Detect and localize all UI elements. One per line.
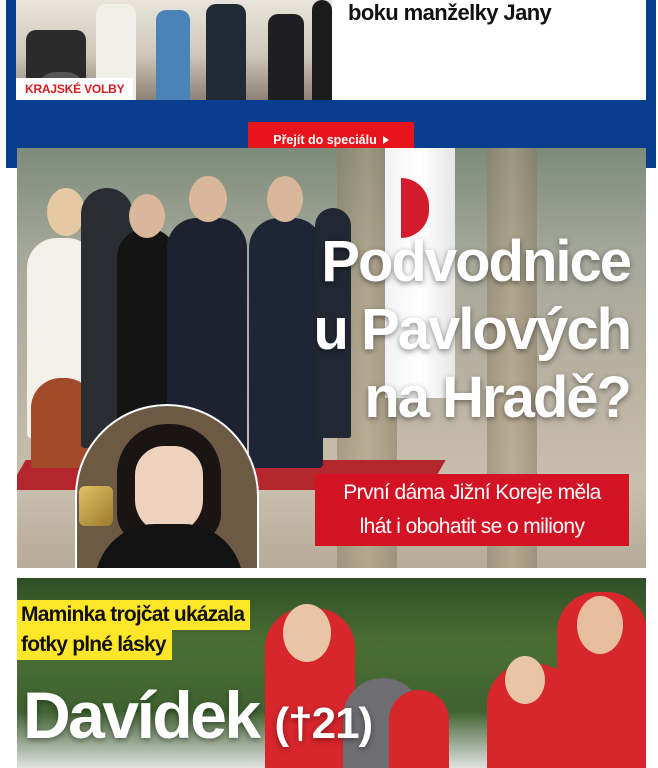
play-arrow-icon [383, 136, 389, 144]
article-tag-line-2[interactable]: fotky plné lásky [17, 630, 172, 660]
article-subtitle[interactable] [315, 474, 629, 546]
article-card-first-lady[interactable] [17, 148, 646, 568]
headline-line-3: na Hradě? [364, 365, 630, 430]
headline-line-2: u Pavlových [313, 297, 630, 362]
subtitle-line-2: lhát i obohatit se o miliony [359, 515, 585, 538]
headline-name: Davídek [23, 678, 259, 752]
article-card-triplets[interactable] [17, 578, 646, 768]
headline-suffix: (†21) [274, 699, 373, 748]
special-headline[interactable]: boku manželky Jany [348, 0, 552, 25]
subtitle-line-1: První dáma Jižní Koreje měla [343, 481, 601, 504]
article-headline[interactable] [314, 228, 630, 432]
article-tag-line-1[interactable]: Maminka trojčat ukázala [17, 600, 250, 630]
article-headline-2[interactable] [23, 680, 372, 759]
special-section [6, 0, 656, 168]
section-badge: KRAJSKÉ VOLBY [16, 78, 133, 100]
special-headline-box[interactable] [332, 0, 646, 100]
headline-line-1: Podvodnice [321, 229, 630, 294]
go-to-special-label: Přejít do speciálu [273, 133, 377, 147]
